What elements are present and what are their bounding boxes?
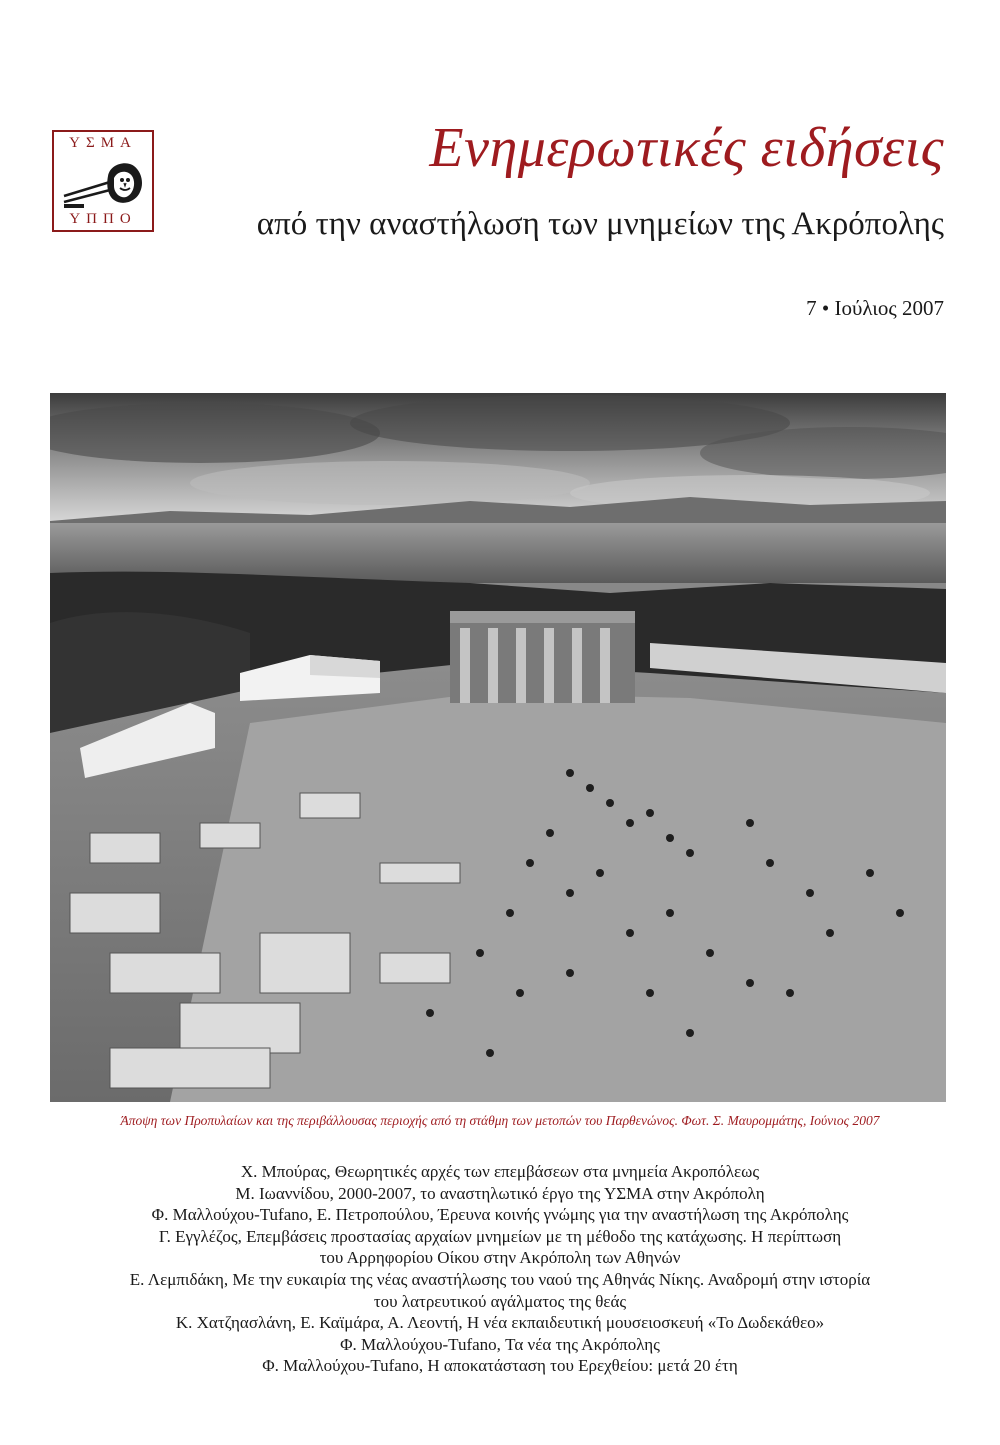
acropolis-photo-illustration [50, 393, 946, 1102]
contents-item: Κ. Χατζηασλάνη, Ε. Καϊμάρα, Α. Λεοντή, Η νέα εκπαιδευτική μουσειοσκευή «Το Δωδεκάθεο» [175, 1313, 825, 1333]
lion-head-emblem-icon [60, 156, 148, 212]
logo-bottom-text: ΥΠΠΟ [69, 211, 137, 227]
contents-item: Φ. Μαλλούχου-Tufano, Ε. Πετροπούλου, Έρευνα κοινής γνώμης για την αναστήλωση της Ακρόπολης [151, 1205, 849, 1225]
contents-item: του Αρρηφορίου Οίκου στην Ακρόπολη των Αθηνών [319, 1248, 681, 1268]
issue-number-date: 7 • Ιούλιος 2007 [806, 296, 944, 320]
contents-item: Γ. Εγγλέζος, Επεμβάσεις προστασίας αρχαίων μνημείων με τη μέθοδο της κατάχωσης. Η περίπτωση [158, 1226, 842, 1246]
contents-item: Ε. Λεμπιδάκη, Με την ευκαιρία της νέας αναστήλωσης του ναού της Αθηνάς Νίκης. Αναδρομή στην ιστορία [129, 1269, 871, 1289]
contents-item: Φ. Μαλλούχου-Tufano, Τα νέα της Ακρόπολης [340, 1334, 660, 1354]
logo-top-text: ΥΣΜΑ [69, 135, 137, 151]
photo-caption: Άποψη των Προπυλαίων και της περιβάλλουσας περιοχής από τη στάθμη των μετοπών του Παρθενώνος. Φωτ. Σ. Μαυρομμάτης, Ιούνιος 2007 [120, 1113, 880, 1128]
contents-item: Μ. Ιωαννίδου, 2000-2007, το αναστηλωτικό έργο της ΥΣΜΑ στην Ακρόπολη [235, 1183, 765, 1203]
newsletter-subtitle: από την αναστήλωση των μνημείων της Ακρόπολης [256, 206, 944, 242]
cover-photo [50, 393, 946, 1102]
contents-item: Χ. Μπούρας, Θεωρητικές αρχές των επεμβάσεων στα μνημεία Ακροπόλεως [240, 1162, 760, 1181]
contents-item: του λατρευτικού αγάλματος της θεάς [373, 1291, 627, 1311]
ysma-logo [52, 130, 154, 232]
contents-item: Φ. Μαλλούχου-Tufano, Η αποκατάσταση του Ερεχθείου: μετά 20 έτη [262, 1356, 738, 1376]
newsletter-title: Ενημερωτικές ειδήσεις [429, 117, 944, 179]
table-of-contents [0, 1161, 1000, 1377]
